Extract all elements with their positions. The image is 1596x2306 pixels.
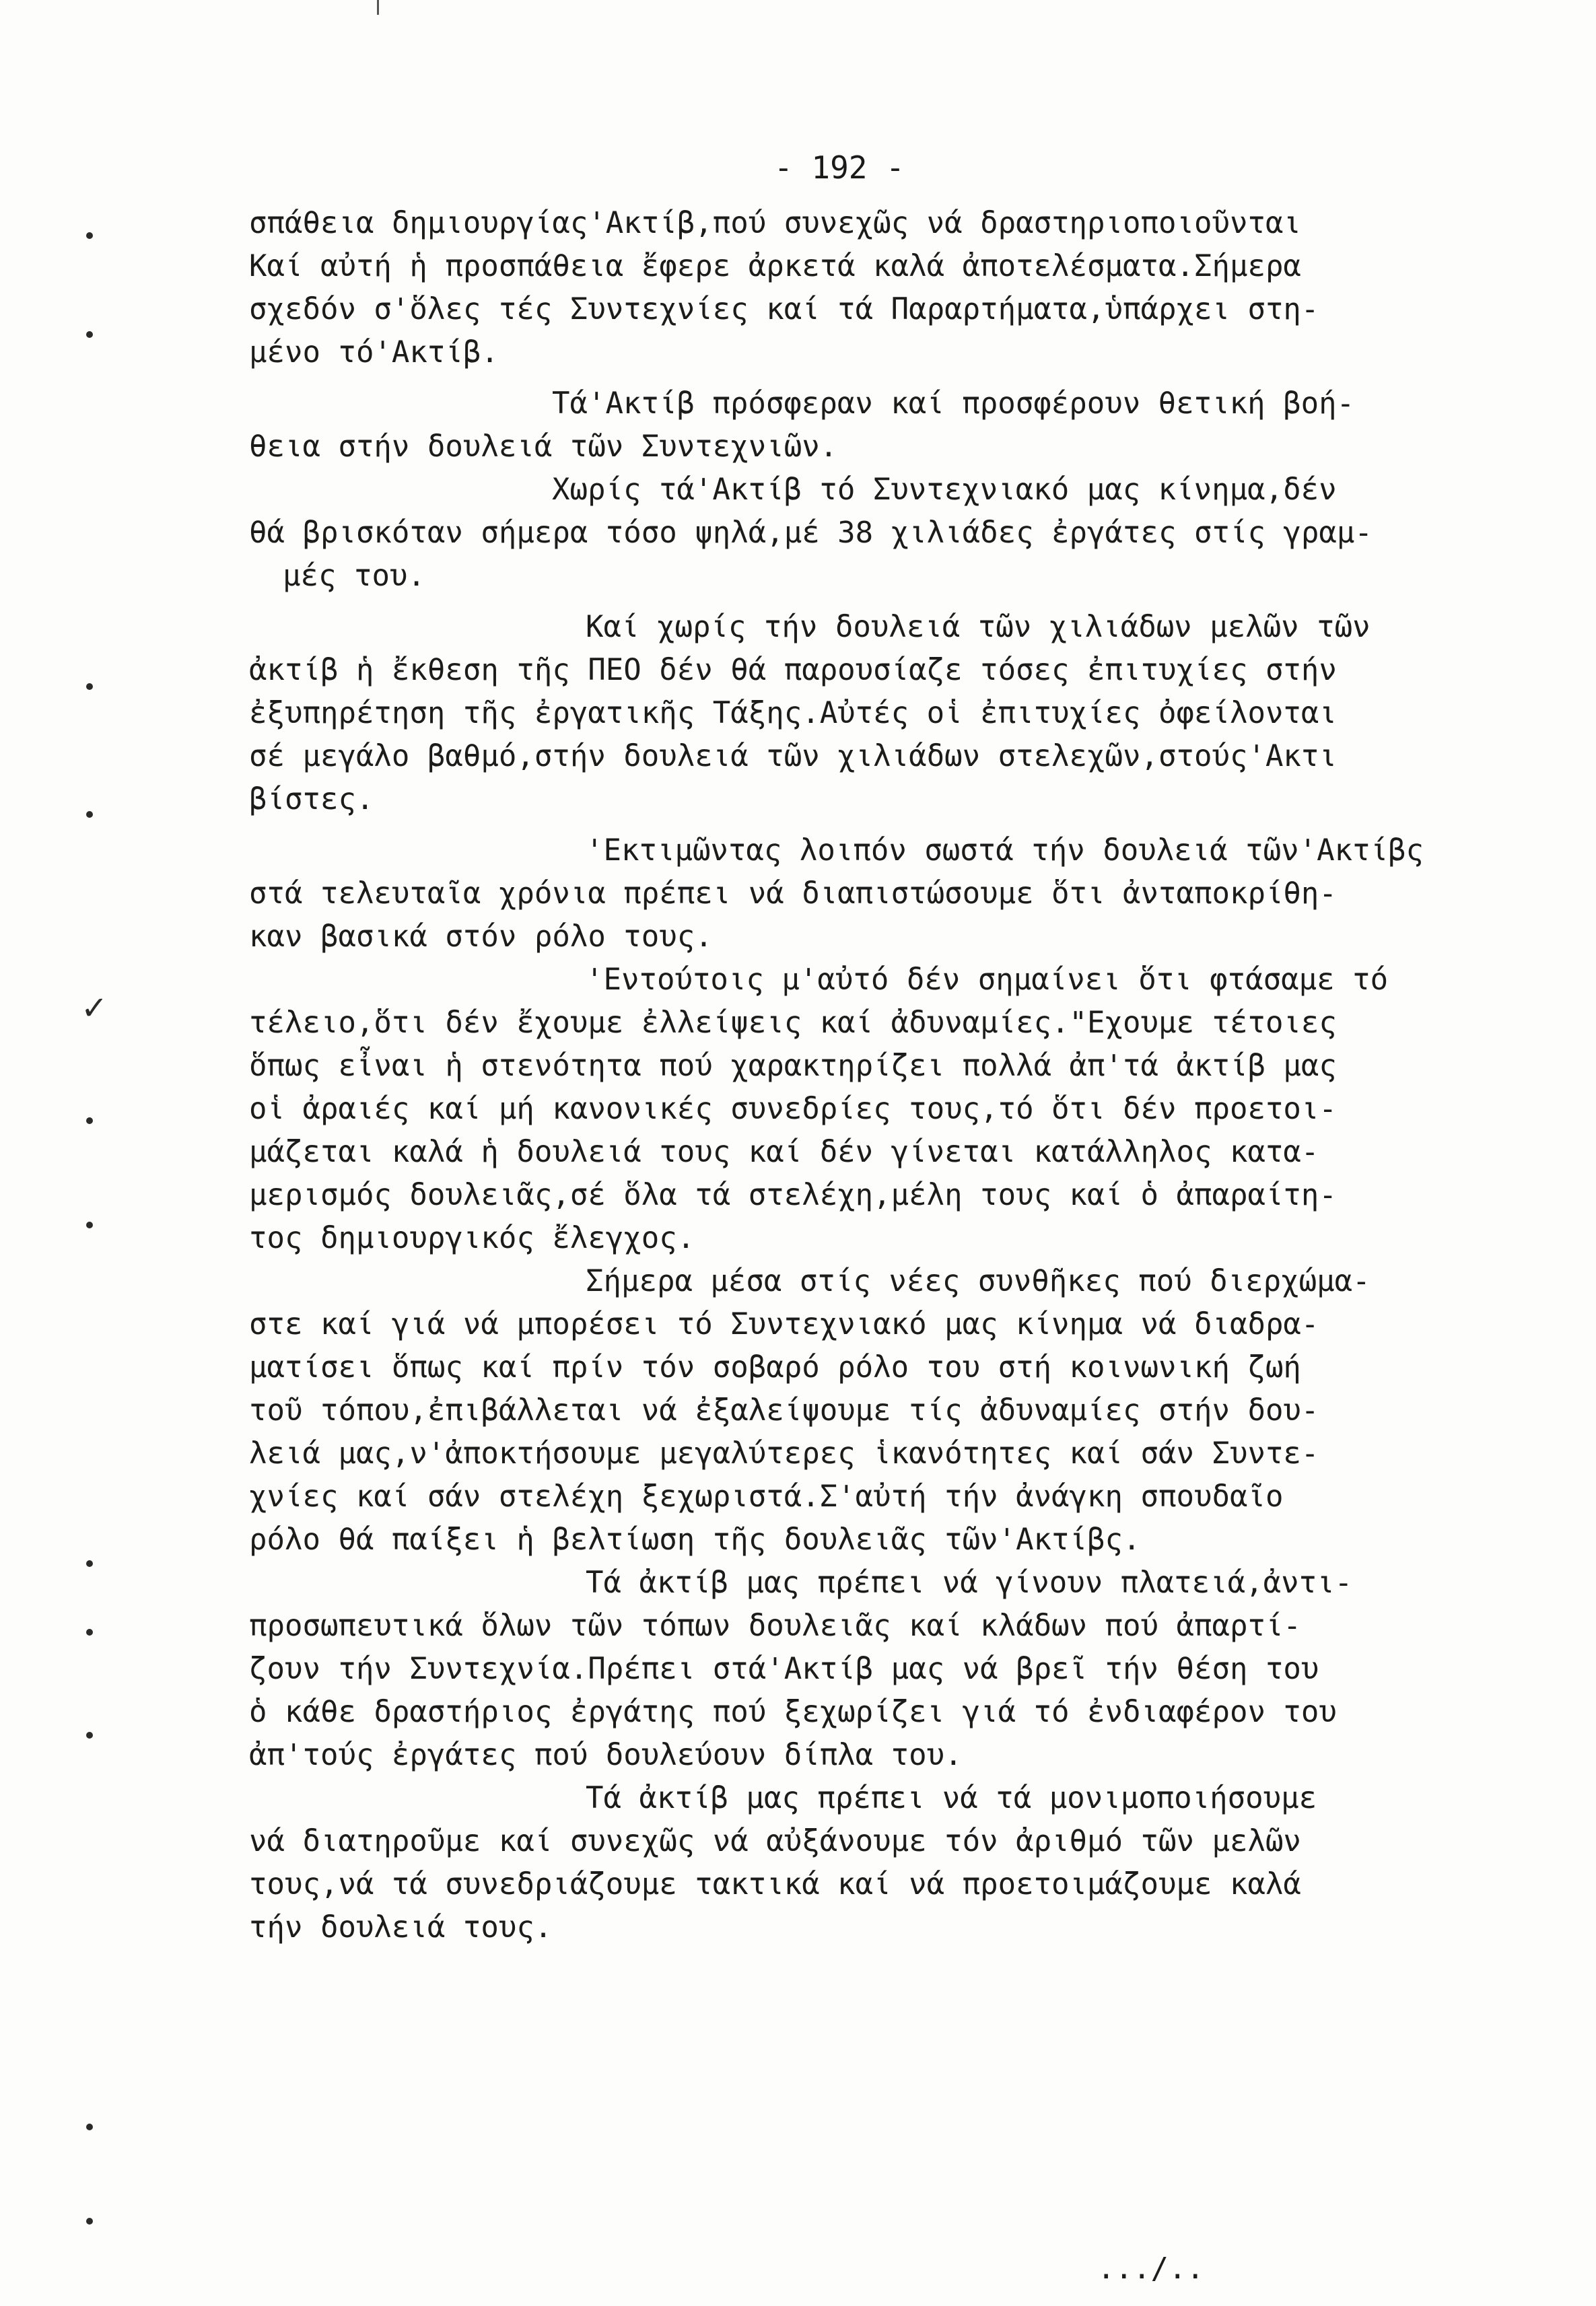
text-line: τους,νά τά συνεδριάζουμε τακτικά καί νά προετοιμάζουμε καλά — [249, 1867, 1301, 1901]
text-line: ρόλο θά παίξει ἡ βελτίωση τῆς δουλειᾶς τῶν'Ακτίβς. — [249, 1523, 1141, 1557]
margin-mark — [86, 2124, 93, 2130]
text-line: 'Εκτιμῶντας λοιπόν σωστά τήν δουλειά τῶν'Ακτίβς — [586, 833, 1424, 868]
text-line: μένο τό'Ακτίβ. — [249, 335, 499, 370]
text-line: στά τελευταῖα χρόνια πρέπει νά διαπιστώσουμε ὅτι ἀνταποκρίθη- — [249, 876, 1337, 911]
margin-mark — [86, 232, 93, 239]
text-line: τοῦ τόπου,ἐπιβάλλεται νά ἐξαλείψουμε τίς ἀδυναμίες στήν δου- — [249, 1393, 1319, 1428]
text-line: ἀπ'τούς ἐργάτες πού δουλεύουν δίπλα του. — [249, 1738, 963, 1772]
text-line: στε καί γιά νά μπορέσει τό Συντεχνιακό μας κίνημα νά διαδρα- — [249, 1307, 1319, 1341]
body-text — [249, 202, 1528, 1949]
page-number: - 192 - — [774, 149, 905, 186]
text-line: Σήμερα μέσα στίς νέες συνθῆκες πού διερχώμα- — [586, 1264, 1371, 1298]
text-line: τήν δουλειά τους. — [249, 1910, 553, 1945]
text-line: λειά μας,ν'ἀποκτήσουμε μεγαλύτερες ἱκανότητες καί σάν Συντε- — [249, 1436, 1319, 1471]
text-line: Χωρίς τά'Ακτίβ τό Συντεχνιακό μας κίνημα,δέν — [552, 473, 1337, 507]
text-line: ζουν τήν Συντεχνία.Πρέπει στά'Ακτίβ μας νά βρεῖ τήν θέση του — [249, 1652, 1319, 1686]
text-line: καν βασικά στόν ρόλο τους. — [249, 919, 713, 954]
text-line: 'Εντούτοις μ'αὐτό δέν σημαίνει ὅτι φτάσαμε τό — [586, 963, 1389, 997]
text-line: Τά ἀκτίβ μας πρέπει νά γίνουν πλατειά,ἀντι- — [586, 1566, 1353, 1600]
margin-mark — [86, 1222, 93, 1228]
text-line: θά βρισκόταν σήμερα τόσο ψηλά,μέ 38 χιλιάδες ἐργάτες στίς γραμ- — [249, 516, 1373, 550]
text-line: μές του. — [283, 559, 425, 593]
text-line: νά διατηροῦμε καί συνεχῶς νά αὐξάνουμε τόν ἀριθμό τῶν μελῶν — [249, 1824, 1301, 1858]
text-line: Καί χωρίς τήν δουλειά τῶν χιλιάδων μελῶν τῶν — [586, 610, 1371, 644]
text-line: τέλειο,ὅτι δέν ἔχουμε ἐλλείψεις καί ἀδυναμίες."Εχουμε τέτοιες — [249, 1006, 1337, 1040]
text-line: τος δημιουργικός ἔλεγχος. — [249, 1221, 695, 1255]
margin-mark — [86, 1732, 93, 1739]
margin-mark — [86, 331, 93, 338]
text-line: σέ μεγάλο βαθμό,στήν δουλειά τῶν χιλιάδων στελεχῶν,στούς'Ακτι — [249, 739, 1337, 773]
continuation-mark: .../.. — [1097, 2251, 1204, 2286]
text-line: μάζεται καλά ἡ δουλειά τους καί δέν γίνεται κατάλληλος κατα- — [249, 1135, 1319, 1169]
text-line: μερισμός δουλειᾶς,σέ ὅλα τά στελέχη,μέλη τους καί ὁ ἀπαραίτη- — [249, 1178, 1337, 1212]
text-line: ἐξυπηρέτηση τῆς ἐργατικῆς Τάξης.Αὐτές οἱ ἐπιτυχίες ὀφείλονται — [249, 696, 1337, 730]
margin-mark — [86, 811, 93, 818]
text-line: θεια στήν δουλειά τῶν Συντεχνιῶν. — [249, 429, 838, 464]
scan-mark — [377, 0, 379, 15]
text-line: Τά'Ακτίβ πρόσφεραν καί προσφέρουν θετική βοή- — [552, 386, 1355, 421]
margin-mark — [86, 1117, 93, 1124]
text-line: οἱ ἀραιές καί μή κανονικές συνεδρίες τους,τό ὅτι δέν προετοι- — [249, 1092, 1337, 1126]
text-line: προσωπευτικά ὅλων τῶν τόπων δουλειᾶς καί κλάδων πού ἀπαρτί- — [249, 1609, 1301, 1643]
text-line: βίστες. — [249, 782, 374, 816]
margin-mark — [86, 1560, 93, 1567]
margin-mark — [86, 1629, 93, 1636]
text-line: ὁ κάθε δραστήριος ἐργάτης πού ξεχωρίζει γιά τό ἐνδιαφέρον του — [249, 1695, 1337, 1729]
text-line: ὅπως εἶναι ἡ στενότητα πού χαρακτηρίζει πολλά ἀπ'τά ἀκτίβ μας — [249, 1049, 1337, 1083]
margin-mark — [86, 2218, 93, 2225]
text-line: σχεδόν σ'ὅλες τές Συντεχνίες καί τά Παραρτήματα,ὑπάρχει στη- — [249, 292, 1319, 326]
text-line: Καί αὐτή ἡ προσπάθεια ἔφερε ἀρκετά καλά ἀποτελέσματα.Σήμερα — [249, 249, 1301, 283]
text-line: χνίες καί σάν στελέχη ξεχωριστά.Σ'αὐτή τήν ἀνάγκη σπουδαῖο — [249, 1479, 1284, 1514]
margin-mark — [86, 683, 93, 690]
margin-check-mark: ✓ — [81, 989, 108, 1027]
text-line: ματίσει ὅπως καί πρίν τόν σοβαρό ρόλο του στή κοινωνική ζωή — [249, 1350, 1301, 1385]
text-line: Τά ἀκτίβ μας πρέπει νά τά μονιμοποιήσουμε — [586, 1781, 1317, 1815]
text-line: ἀκτίβ ἡ ἔκθεση τῆς ΠΕΟ δέν θά παρουσίαζε τόσες ἐπιτυχίες στήν — [249, 653, 1337, 687]
text-line: σπάθεια δημιουργίας'Ακτίβ,πού συνεχῶς νά δραστηριοποιοῦνται — [249, 206, 1301, 240]
